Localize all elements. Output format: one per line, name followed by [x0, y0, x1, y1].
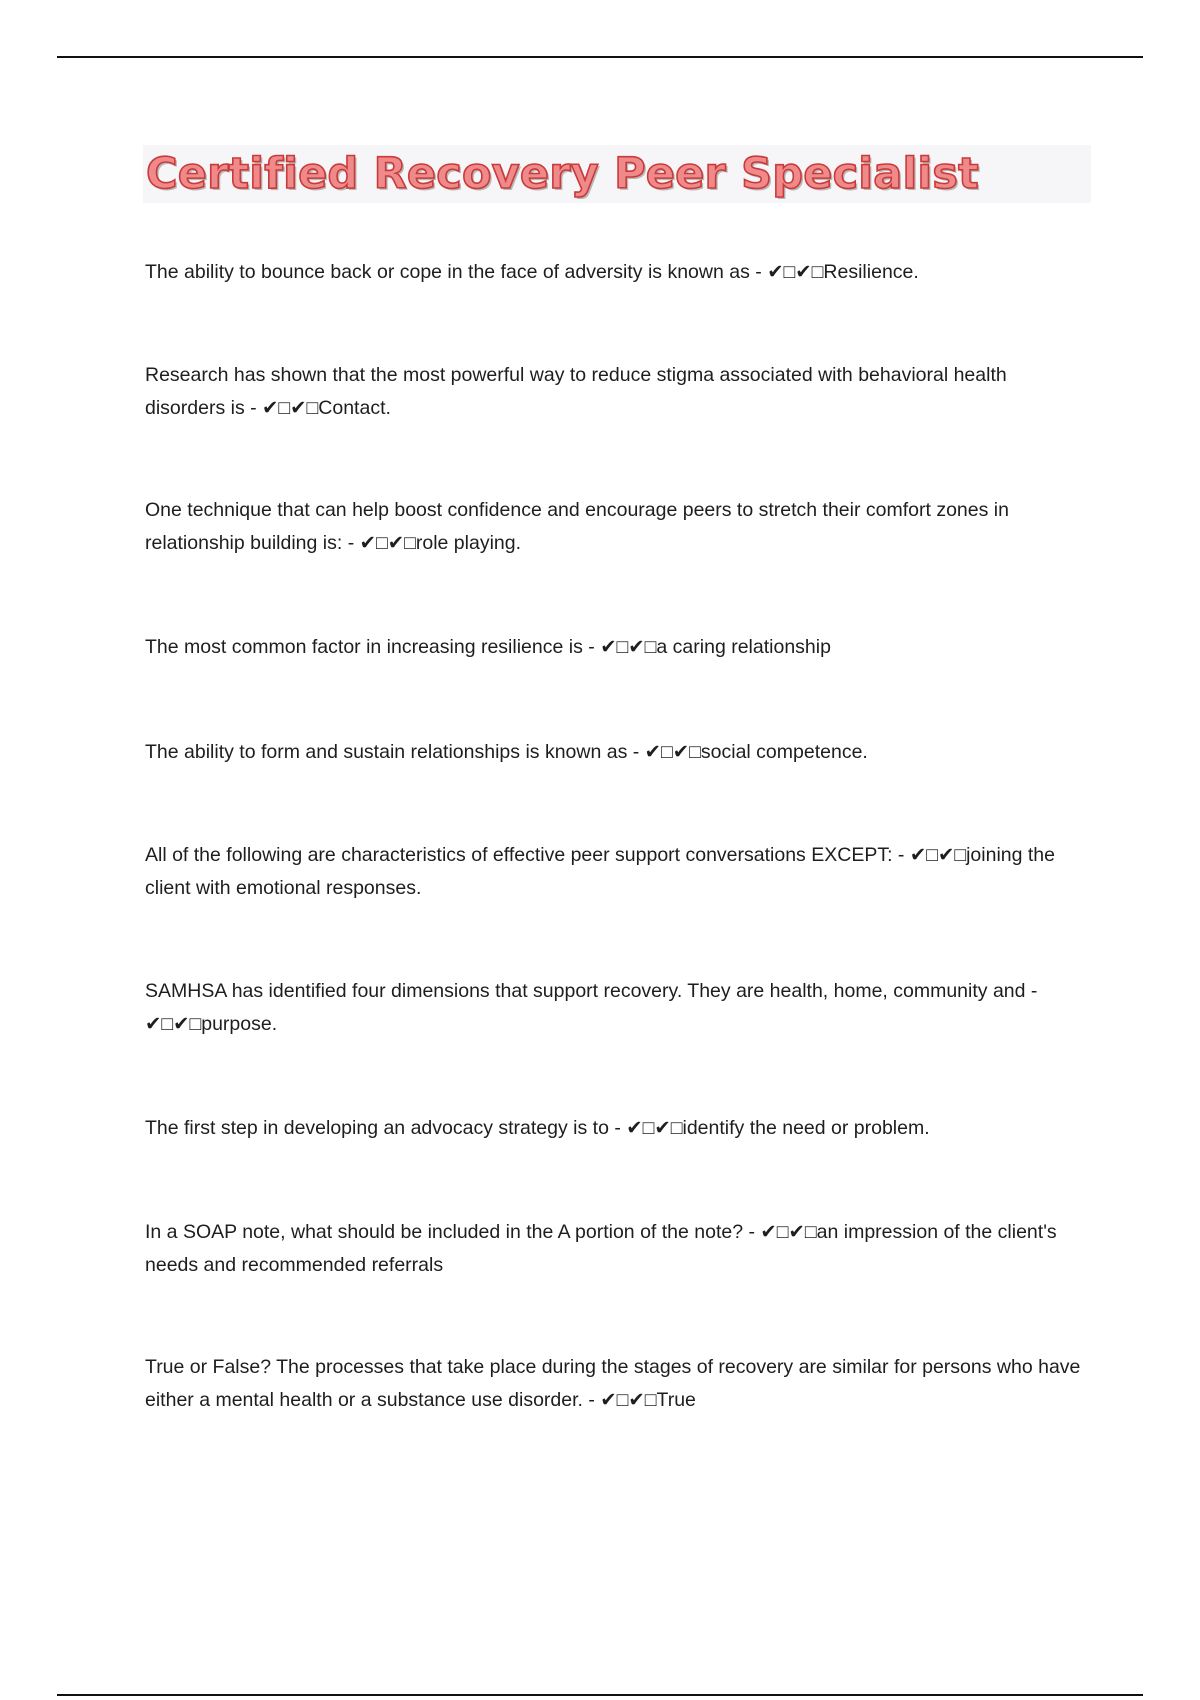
check-marker: ✔□✔□ [600, 1388, 657, 1411]
answer-text: an impression of the client's needs and recommended referrals [145, 1221, 1057, 1276]
separator: - [743, 1221, 761, 1243]
answer-text: social competence. [700, 741, 868, 763]
document-title: Certified Recovery Peer Specialist [146, 149, 979, 199]
answer-text: True [656, 1388, 696, 1411]
question-text: All of the following are characteristics of effective peer support conversations EXCEPT: [145, 844, 893, 866]
qa-item-8 [145, 1112, 1090, 1145]
separator: - [582, 636, 601, 658]
separator: - [244, 396, 263, 419]
separator: - [342, 531, 360, 554]
check-marker: ✔□✔□ [644, 741, 701, 763]
separator: - [582, 1388, 601, 1411]
check-marker: ✔□✔□ [145, 1012, 202, 1035]
separator: - [749, 261, 768, 283]
qa-item-9 [145, 1216, 1090, 1281]
qa-item-5 [145, 736, 1090, 769]
answer-text: Resilience. [823, 261, 919, 283]
check-marker: ✔□✔□ [359, 531, 416, 554]
separator: - [1025, 980, 1038, 1002]
qa-item-2 [145, 359, 1090, 424]
top-rule [57, 56, 1143, 58]
question-text: True or False? The processes that take place during the stages of recovery are similar for persons who have either a mental health or a substance use disorder. [145, 1356, 1081, 1411]
separator: - [608, 1117, 627, 1139]
check-marker: ✔□✔□ [626, 1117, 683, 1139]
question-text: The ability to form and sustain relationships is known as [145, 741, 628, 763]
question-text: The first step in developing an advocacy strategy is to [145, 1117, 609, 1139]
check-marker: ✔□✔□ [767, 261, 824, 283]
answer-text: role playing. [415, 531, 522, 554]
check-marker: ✔□✔□ [760, 1221, 817, 1243]
answer-text: joining the client with emotional responses. [145, 844, 1055, 899]
separator: - [892, 844, 910, 866]
bottom-rule [57, 1694, 1143, 1696]
check-marker: ✔□✔□ [262, 396, 319, 419]
answer-text: Contact. [318, 396, 391, 419]
qa-item-7 [145, 975, 1090, 1040]
qa-item-1 [145, 256, 1090, 289]
separator: - [627, 741, 645, 763]
check-marker: ✔□✔□ [909, 844, 967, 866]
question-text: The ability to bounce back or cope in the face of adversity is known as [145, 261, 750, 283]
question-text: The most common factor in increasing resilience is [145, 636, 583, 658]
qa-item-3 [145, 494, 1090, 559]
qa-item-4 [145, 631, 1090, 664]
qa-item-6 [145, 839, 1090, 904]
question-text: SAMHSA has identified four dimensions that support recovery. They are health, home, community and [145, 980, 1026, 1002]
answer-text: purpose. [201, 1012, 278, 1035]
answer-text: identify the need or problem. [682, 1117, 930, 1139]
question-text: Research has shown that the most powerful way to reduce stigma associated with behavioral health disorders is [145, 364, 1007, 419]
answer-text: a caring relationship [656, 636, 831, 658]
qa-item-10 [145, 1351, 1090, 1416]
check-marker: ✔□✔□ [600, 636, 657, 658]
question-text: In a SOAP note, what should be included in the A portion of the note? [145, 1221, 744, 1243]
question-text: One technique that can help boost confidence and encourage peers to stretch their comfort zones in relationship building is: [145, 499, 1009, 554]
